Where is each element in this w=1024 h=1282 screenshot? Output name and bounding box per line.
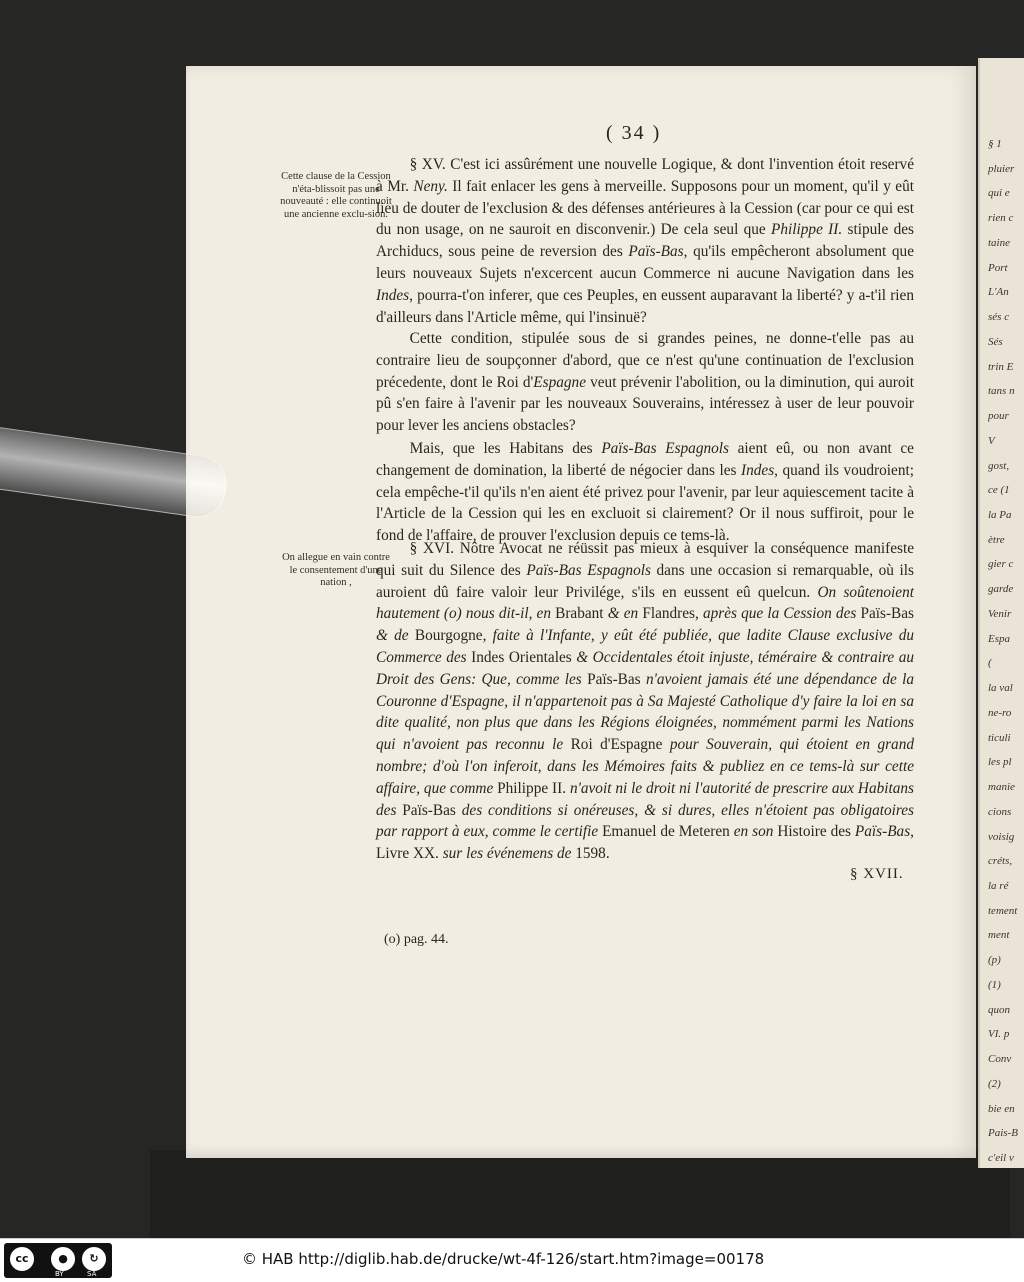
facing-page-fragment: Espa — [988, 632, 1010, 645]
facing-page-fragment: voisig — [988, 830, 1015, 843]
facing-page-fragment: trin E — [988, 360, 1014, 373]
catchword: § XVII. — [850, 866, 904, 882]
facing-page-fragment: § 1 — [988, 138, 1002, 150]
facing-page-fragment: taine — [988, 236, 1010, 249]
facing-page-fragment: la ré — [988, 880, 1009, 892]
facing-page-fragment: ne-ro — [988, 706, 1012, 719]
facing-page-fragment: V — [988, 434, 995, 447]
facing-page-fragment: gost, — [988, 459, 1010, 472]
cc-icon: cc — [9, 1246, 35, 1272]
paragraph-section-xv: § XV. C'est ici assûrément une nouvelle Logique, & dont l'invention étoit reservé à Mr. Neny. Il fait enlacer les gens à merveille. Supposons pour un moment, qu'il y eût lieu de douter de l'exclusion & des défenses antérieures à la Cession (car pour ce qui est du non usage, on ne sauroit en disconvenir.) De cela seul que Philippe II. stipule des Archiducs, sous peine de reversion des Païs-Bas, qu'ils empêcheront absolument que leurs nouveaux Sujets n'excercent aucun Commerce ni aucune Navigation dans les Indes, pourra-t'on inferer, que ces Peuples, en eussent auparavant la liberté? y a-t'il rien d'ailleurs dans l'Article même, qui l'insinuë? — [376, 156, 914, 326]
paragraph-condition: Cette condition, stipulée sous de si grandes peines, ne donne-t'elle pas au contraire lieu de soupçonner d'abord, que ce n'est qu'une continuation de l'exclusion précedente, dont le Roi d'Espagne veut prévenir l'abolition, ou la diminution, qui auroit pû s'en faire à l'avenir par les nouveaux Souverains, intéressez à user de leur pouvoir pour lever les anciens obstacles? — [376, 330, 914, 435]
facing-page-fragment: Pais-B — [988, 1127, 1018, 1140]
footnote: (o) pag. 44. — [384, 932, 449, 947]
book-shadow — [150, 1150, 1010, 1238]
facing-page-fragment: Port — [988, 261, 1008, 274]
sa-label: SA — [87, 1270, 97, 1278]
facing-page-fragment: ment — [988, 929, 1010, 942]
attribution-link[interactable]: © HAB http://diglib.hab.de/drucke/wt-4f-126/start.htm?image=00178 — [242, 1250, 765, 1268]
facing-page-fragment: tement — [988, 904, 1018, 917]
facing-page-fragment: sés c — [988, 311, 1010, 324]
facing-page-fragment: VI. p — [988, 1028, 1010, 1041]
attribution-icon: ● — [50, 1246, 76, 1272]
cc-license-badge[interactable] — [4, 1243, 112, 1278]
facing-page-fragment: rien c — [988, 212, 1014, 225]
share-alike-icon: ↻ — [81, 1246, 107, 1272]
margin-note: On allegue en vain contre le consentement d'une nation , — [282, 552, 390, 588]
facing-page-fragment: cions — [988, 805, 1012, 818]
facing-page-fragment: quon — [988, 1003, 1010, 1016]
facing-page-fragment: créts, — [988, 855, 1013, 868]
facing-page-fragment: (2) — [988, 1077, 1001, 1090]
paragraph-section-xvi: § XVI. Nôtre Avocat ne réüssit pas mieux à esquiver la conséquence manifeste qui suit du Silence des Païs-Bas Espagnols dans une occasion si remarquable, où ils auroient dû faire valoir leur Privilége, s'ils en eussent eû quelcun. On soûtenoient hautement (o) nous dit-il, en Brabant & en Flandres, après que la Cession des Païs-Bas & de Bourgogne, faite à l'Infante, y eût été publiée, que ladite Clause exclusive du Commerce des Indes Orientales & Occidentales étoit injuste, téméraire & contraire au Droit des Gens: Que, comme les Païs-Bas n'avoient jamais été une dépendance de la Couronne d'Espagne, il n'appartenoit pas à Sa Majesté Catholique d'y faire la loi en sa dite qualité, non plus que dans les Régions éloignées, nommément parmi les Nations qui n'avoient pas reconnu le Roi d'Espagne pour Souverain, qui étoient en grand nombre; d'où l'on inferoit, dans les Mémoires faits & publiez en ce tems-là sur cette affaire, que comme Philippe II. n'avoit ni le droit ni l'autorité de prescrire aux Habitans des Païs-Bas des conditions si onéreuses, & si dures, elles n'étoient pas obligatoires par rapport à eux, comme le certifie Emanuel de Meteren en son Histoire des Païs-Bas, Livre XX. sur les événemens de 1598. — [376, 540, 915, 863]
facing-page-fragment: tans n — [988, 385, 1015, 398]
facing-page-fragment: pluier — [988, 162, 1015, 175]
facing-page-fragment: la Pa — [988, 509, 1012, 521]
facing-page-fragment: Venir — [988, 607, 1012, 620]
facing-page-fragment: L'An — [988, 286, 1009, 299]
facing-page-fragment: la val — [988, 682, 1013, 695]
footer-bar — [0, 1238, 1024, 1282]
paragraph-habitans: Mais, que les Habitans des Païs-Bas Espagnols aient eû, ou non avant ce changement de domination, la liberté de négocier dans les Indes, quand ils voudroient; cela empêche-t'il qu'ils n'en aient été privez pour l'avenir, par leur aquiescement tacite à l'Article de la Cession qui les en excluoit si clairement? Or il nous suffiroit, pour le fond de l'affaire, de prouver l'exclusion depuis ce tems-là. — [376, 440, 914, 545]
page-number: ( 34 ) — [606, 122, 662, 144]
facing-page-fragment: (1) — [988, 978, 1001, 991]
facing-page-fragment: garde — [988, 583, 1014, 596]
facing-page-fragment: qui e — [988, 187, 1010, 200]
margin-note: Cette clause de la Cession n'éta-blissoit pas une nouveauté : elle continuoit une ancienne exclu-sion. — [280, 171, 392, 220]
facing-page-fragment: ce (1 — [988, 484, 1010, 497]
facing-page-fragment: pour — [988, 410, 1009, 423]
facing-page — [978, 58, 1024, 1168]
facing-page-fragment: (p) — [988, 954, 1001, 967]
facing-page-fragment: gier c — [988, 558, 1014, 571]
facing-page-fragment: ètre — [988, 533, 1005, 546]
book-page — [186, 66, 976, 1158]
facing-page-fragment: bie en — [988, 1102, 1015, 1115]
by-label: BY — [55, 1270, 64, 1278]
facing-page-fragment: ( — [988, 657, 992, 670]
facing-page-fragment: ticuli — [988, 731, 1011, 744]
facing-page-fragment: Sés — [988, 335, 1003, 348]
facing-page-fragment: manie — [988, 781, 1015, 794]
facing-page-fragment: les pl — [988, 756, 1012, 769]
facing-page-fragment: c'eil v — [988, 1152, 1014, 1165]
facing-page-fragment: Conv — [988, 1053, 1012, 1066]
